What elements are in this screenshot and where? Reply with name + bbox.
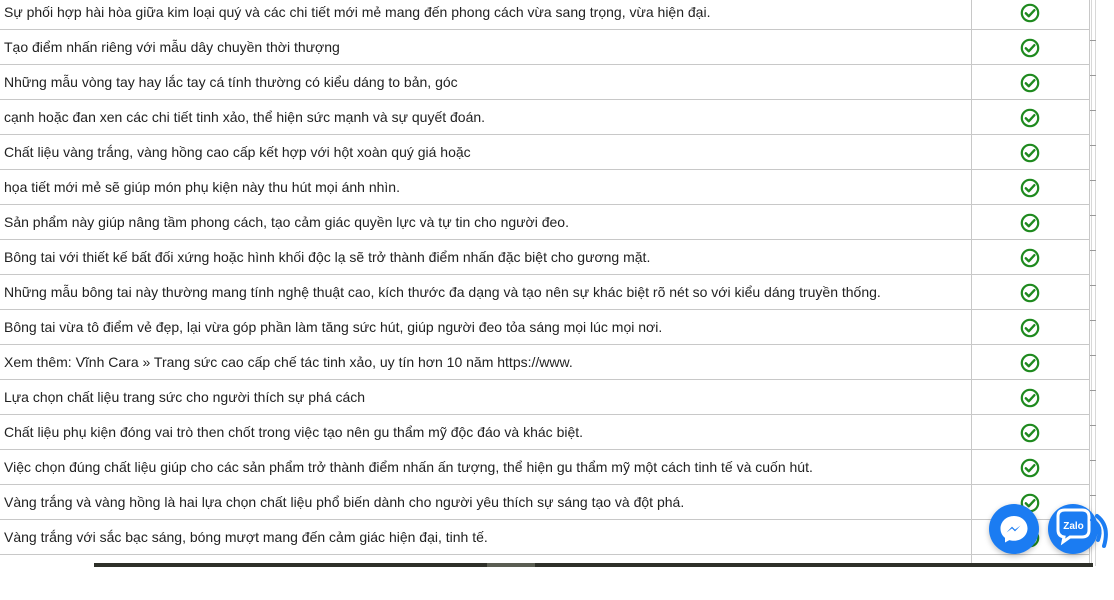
status-cell xyxy=(971,345,1089,380)
status-cell xyxy=(971,170,1089,205)
row-text: Tạo điểm nhấn riêng với mẫu dây chuyền thời thượng xyxy=(0,30,971,65)
check-circle-icon xyxy=(1020,248,1040,268)
scrollbar-tick xyxy=(1090,110,1096,111)
table-row xyxy=(0,485,1089,520)
check-circle-icon xyxy=(1020,38,1040,58)
scrollbar-tick xyxy=(1090,390,1096,391)
row-text: họa tiết mới mẻ sẽ giúp món phụ kiện này thu hút mọi ánh nhìn. xyxy=(0,170,971,205)
table-row xyxy=(0,65,1089,100)
row-text: Vàng trắng với sắc bạc sáng, bóng mượt mang đến cảm giác hiện đại, tinh tế. xyxy=(0,520,971,555)
scrollbar-tick xyxy=(1090,145,1096,146)
horizontal-scrollbar-thumb[interactable] xyxy=(487,563,535,567)
scrollbar-tick xyxy=(1090,250,1096,251)
row-text: Xem thêm: Vĩnh Cara » Trang sức cao cấp chế tác tinh xảo, uy tín hơn 10 năm https://www. xyxy=(0,345,971,380)
status-cell xyxy=(971,30,1089,65)
check-circle-icon xyxy=(1020,388,1040,408)
table-row xyxy=(0,275,1089,310)
row-text: Sự phối hợp hài hòa giữa kim loại quý và các chi tiết mới mẻ mang đến phong cách vừa sang trọng, vừa hiện đại. xyxy=(0,0,971,30)
row-text: Chất liệu vàng trắng, vàng hồng cao cấp kết hợp với hột xoàn quý giá hoặc xyxy=(0,135,971,170)
check-circle-icon xyxy=(1020,318,1040,338)
zalo-chat-button[interactable] xyxy=(1048,504,1098,554)
table-row xyxy=(0,520,1089,555)
row-text: Bông tai với thiết kế bất đối xứng hoặc hình khối độc lạ sẽ trở thành điểm nhấn đặc biệt cho gương mặt. xyxy=(0,240,971,275)
table-row xyxy=(0,135,1089,170)
status-cell xyxy=(971,275,1089,310)
row-text: Lựa chọn chất liệu trang sức cho người thích sự phá cách xyxy=(0,380,971,415)
status-cell xyxy=(971,240,1089,275)
table-row xyxy=(0,380,1089,415)
row-text: cạnh hoặc đan xen các chi tiết tinh xảo, thể hiện sức mạnh và sự quyết đoán. xyxy=(0,100,971,135)
row-text: Việc chọn đúng chất liệu giúp cho các sản phẩm trở thành điểm nhấn ấn tượng, thể hiện gu thẩm mỹ một cách tinh tế và cuốn hút. xyxy=(0,450,971,485)
check-circle-icon xyxy=(1020,108,1040,128)
messenger-chat-button[interactable] xyxy=(989,504,1039,554)
status-cell xyxy=(971,65,1089,100)
check-circle-icon xyxy=(1020,283,1040,303)
horizontal-scrollbar[interactable] xyxy=(94,563,1093,567)
table-row xyxy=(0,30,1089,65)
status-cell xyxy=(971,450,1089,485)
table-row xyxy=(0,100,1089,135)
scrollbar-tick xyxy=(1090,75,1096,76)
check-circle-icon xyxy=(1020,143,1040,163)
row-text: Những mẫu bông tai này thường mang tính nghệ thuật cao, kích thước đa dạng và tạo nên sự khác biệt rõ nét so với kiểu dáng truyền thống. xyxy=(0,275,971,310)
table-row xyxy=(0,0,1089,30)
status-cell xyxy=(971,205,1089,240)
table-row xyxy=(0,240,1089,275)
row-text: Sản phẩm này giúp nâng tầm phong cách, tạo cảm giác quyền lực và tự tin cho người đeo. xyxy=(0,205,971,240)
table-row xyxy=(0,415,1089,450)
scrollbar-tick xyxy=(1090,495,1096,496)
row-text: Chất liệu phụ kiện đóng vai trò then chốt trong việc tạo nên gu thẩm mỹ độc đáo và khác biệt. xyxy=(0,415,971,450)
vertical-scrollbar[interactable] xyxy=(1091,0,1096,566)
scrollbar-tick xyxy=(1090,320,1096,321)
status-cell xyxy=(971,135,1089,170)
scrollbar-tick xyxy=(1090,460,1096,461)
table-row xyxy=(0,310,1089,345)
zalo-label: Zalo xyxy=(1063,521,1084,532)
check-circle-icon xyxy=(1020,423,1040,443)
row-text: Vàng trắng và vàng hồng là hai lựa chọn chất liệu phổ biến dành cho người yêu thích sự sáng tạo và đột phá. xyxy=(0,485,971,520)
scrollbar-tick xyxy=(1090,180,1096,181)
check-circle-icon xyxy=(1020,73,1040,93)
table-row xyxy=(0,205,1089,240)
table-row xyxy=(0,450,1089,485)
check-circle-icon xyxy=(1020,353,1040,373)
scrollbar-tick xyxy=(1090,40,1096,41)
status-cell xyxy=(971,380,1089,415)
status-cell xyxy=(971,310,1089,345)
scrollbar-tick xyxy=(1090,355,1096,356)
table-row xyxy=(0,170,1089,205)
status-cell xyxy=(971,100,1089,135)
status-cell xyxy=(971,415,1089,450)
check-circle-icon xyxy=(1020,213,1040,233)
zalo-icon xyxy=(1048,502,1112,558)
check-circle-icon xyxy=(1020,458,1040,478)
table-row xyxy=(0,345,1089,380)
scrollbar-tick xyxy=(1090,285,1096,286)
scrollbar-tick xyxy=(1090,425,1096,426)
check-circle-icon xyxy=(1020,3,1040,23)
status-cell xyxy=(971,0,1089,30)
check-circle-icon xyxy=(1020,178,1040,198)
scrollbar-tick xyxy=(1090,215,1096,216)
messenger-icon xyxy=(989,504,1039,554)
row-text: Những mẫu vòng tay hay lắc tay cá tính thường có kiểu dáng to bản, góc xyxy=(0,65,971,100)
row-text: Bông tai vừa tô điểm vẻ đẹp, lại vừa góp phần làm tăng sức hút, giúp người đeo tỏa sáng mọi lúc mọi nơi. xyxy=(0,310,971,345)
